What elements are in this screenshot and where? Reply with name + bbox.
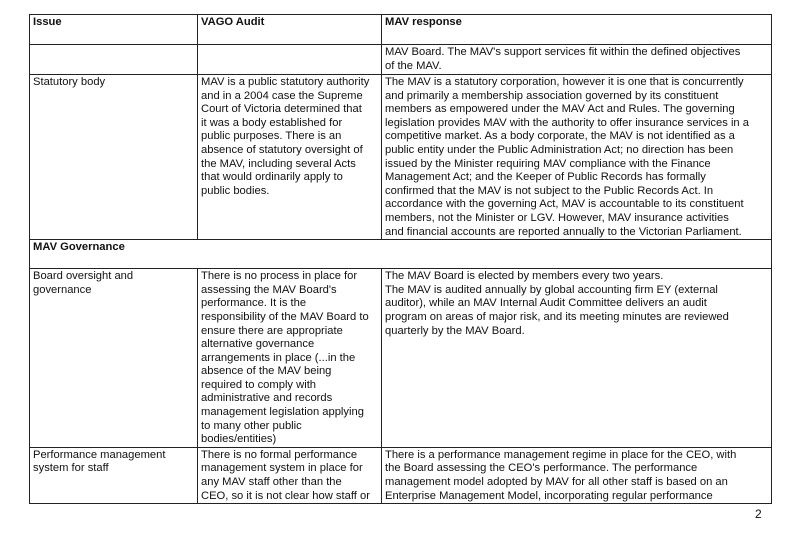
cell-vago [198, 45, 382, 75]
header-vago-audit: VAGO Audit [198, 15, 382, 45]
table-row [30, 269, 772, 448]
cell-vago: There is no formal performance management system in place for any MAV staff other than the CEO, so it is not clear how staff or [198, 447, 382, 503]
cell-issue [30, 45, 198, 75]
table-row [30, 447, 772, 503]
cell-issue: Statutory body [30, 75, 198, 240]
cell-mav: MAV Board. The MAV's support services fit within the defined objectives of the MAV. [382, 45, 772, 75]
cell-mav: There is a performance management regime in place for the CEO, with the Board assessing the CEO's performance. The performance management model adopted by MAV for all other staff is based on an Enterprise Management Model, incorporating regular performance [382, 447, 772, 503]
header-mav-response: MAV response [382, 15, 772, 45]
table-row [30, 75, 772, 240]
cell-vago: There is no process in place for assessing the MAV Board's performance. It is the responsibility of the MAV Board to ensure there are appropriate alternative governance arrangements in place (...in the absence of the MAV being required to comply with administrative and records management legislation applying to many other public bodies/entities) [198, 269, 382, 448]
cell-mav: The MAV Board is elected by members every two years. The MAV is audited annually by global accounting firm EY (external auditor), while an MAV Internal Audit Committee delivers an audit program on areas of major risk, and its meeting minutes are reviewed quarterly by the MAV Board. [382, 269, 772, 448]
table-row [30, 45, 772, 75]
cell-issue: Board oversight and governance [30, 269, 198, 448]
audit-response-table [29, 14, 772, 504]
cell-mav: The MAV is a statutory corporation, however it is one that is concurrently and primarily a membership association governed by its constituent members as empowered under the MAV Act and Rules. The governing legislation provides MAV with the authority to offer insurance services in a competitive market. As a body corporate, the MAV is not identified as a public entity under the Public Administration Act; no direction has been issued by the Minister requiring MAV compliance with the Finance Management Act; and the Keeper of Public Records has formally confirmed that the MAV is not subject to the Public Records Act. In accordance with the governing Act, MAV is accountable to its constituent members, not the Minister or LGV. However, MAV insurance activities and financial accounts are reported annually to the Victorian Parliament. [382, 75, 772, 240]
cell-vago: MAV is a public statutory authority and in a 2004 case the Supreme Court of Victoria determined that it was a body established for public purposes. There is an absence of statutory oversight of the MAV, including several Acts that would ordinarily apply to public bodies. [198, 75, 382, 240]
table-header-row [30, 15, 772, 45]
cell-issue: Performance management system for staff [30, 447, 198, 503]
section-heading-row [30, 240, 772, 269]
section-heading: MAV Governance [30, 240, 772, 269]
header-issue: Issue [30, 15, 198, 45]
page-number: 2 [755, 507, 762, 521]
